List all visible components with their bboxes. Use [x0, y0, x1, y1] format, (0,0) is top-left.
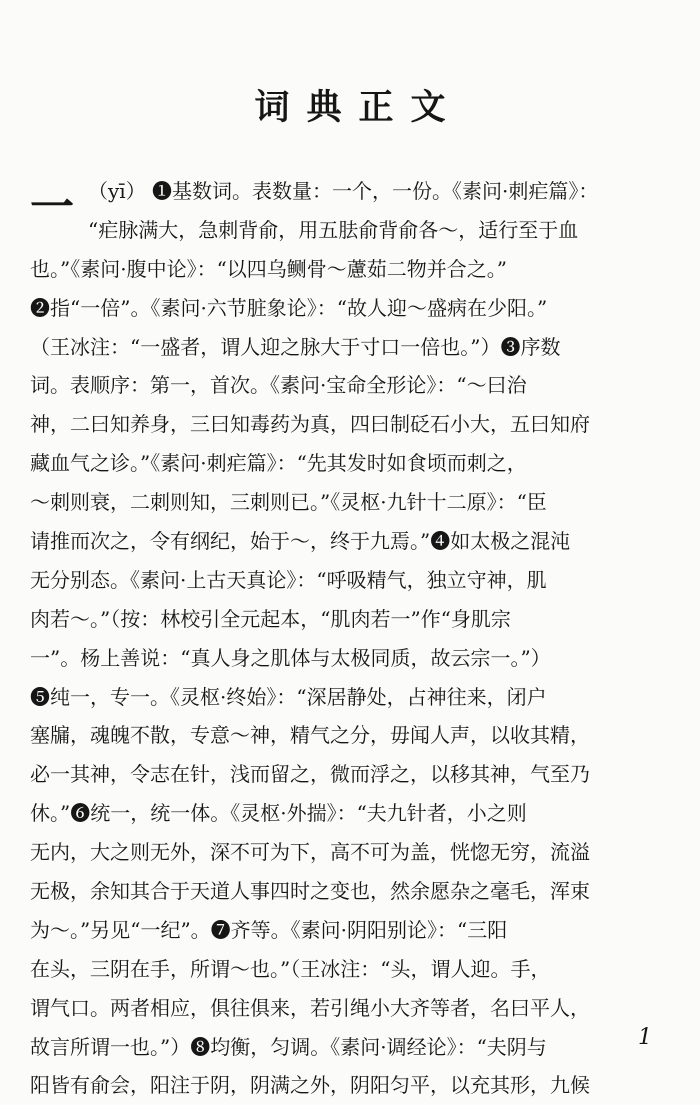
text-line: 必一其神，令志在针，浅而留之，微而浮之，以移其神，气至乃 [30, 762, 590, 787]
text-line: 藏血气之诊。”《素问·刺疟篇》：“先其发时如食顷而刺之， [30, 451, 527, 476]
text-line: “疟脉满大，急刺背俞，用五胠俞背俞各～，适行至于血 [88, 217, 579, 242]
text-line: 故言所谓一也。”）❽均衡，匀调。《素问·调经论》：“夫阴与 [30, 1034, 547, 1059]
text-line: 神，二曰知养身，三曰知毒药为真，四曰制砭石小大，五曰知府 [30, 412, 590, 437]
text-line: ～刺则衰，二刺则知，三刺则已。”《灵枢·九针十二原》：“臣 [30, 490, 547, 515]
text-line: 在头，三阴在手，所谓～也。”（王冰注：“头，谓人迎。手， [30, 956, 551, 981]
text-line: 阳皆有俞会，阳注于阴，阴满之外，阴阳匀平，以充其形，九候 [30, 1073, 590, 1098]
page-number: 1 [638, 1025, 652, 1050]
text-line: ❷指“一倍”。《素问·六节脏象论》：“故人迎～盛病在少阳。” [30, 295, 548, 320]
text-line: （王冰注：“一盛者，谓人迎之脉大于寸口一倍也。”）❸序数 [30, 334, 561, 359]
text-line: 无内，大之则无外，深不可为下，高不可为盖，恍惚无穷，流溢 [30, 840, 590, 865]
headword: 一 [30, 182, 74, 233]
text-line: 塞牖，魂魄不散，专意～神，精气之分，毋闻人声，以收其精， [30, 723, 590, 748]
text-line: （yī） ❶基数词。表数量：一个，一份。《素问·刺疟篇》： [88, 179, 599, 203]
entry-text [30, 172, 670, 1105]
text-line: 请推而次之，令有纲纪，始于～，终于九焉。”❹如太极之混沌 [30, 529, 571, 554]
text-line: 也。”《素问·腹中论》：“以四乌鲗骨～藘茹二物并合之。” [30, 256, 508, 281]
page-title: 词典正文 [254, 88, 463, 128]
text-line: 词。表顺序：第一，首次。《素问·宝命全形论》：“～曰治 [30, 373, 527, 398]
text-line: 一”。杨上善说：“真人身之肌体与太极同质，故云宗一。”） [30, 645, 551, 670]
text-line: 谓气口。两者相应，俱往俱来，若引绳小大齐等者，名曰平人， [30, 995, 590, 1020]
text-line: 休。”❻统一，统一体。《灵枢·外揣》：“夫九针者，小之则 [30, 801, 527, 826]
text-line: 无极，余知其合于天道人事四时之变也，然余愿杂之毫毛，浑束 [30, 879, 590, 904]
text-line: ❺纯一，专一。《灵枢·终始》：“深居静处，占神往来，闭户 [30, 684, 547, 709]
text-line: 为～。”另见“一纪”。❼齐等。《素问·阴阳别论》：“三阳 [30, 917, 508, 942]
text-line: 肉若～。”（按：林校引全元起本，“肌肉若一”作“身肌宗 [30, 606, 511, 631]
text-line: 无分别态。《素问·上古天真论》：“呼吸精气，独立守神，肌 [30, 567, 547, 592]
